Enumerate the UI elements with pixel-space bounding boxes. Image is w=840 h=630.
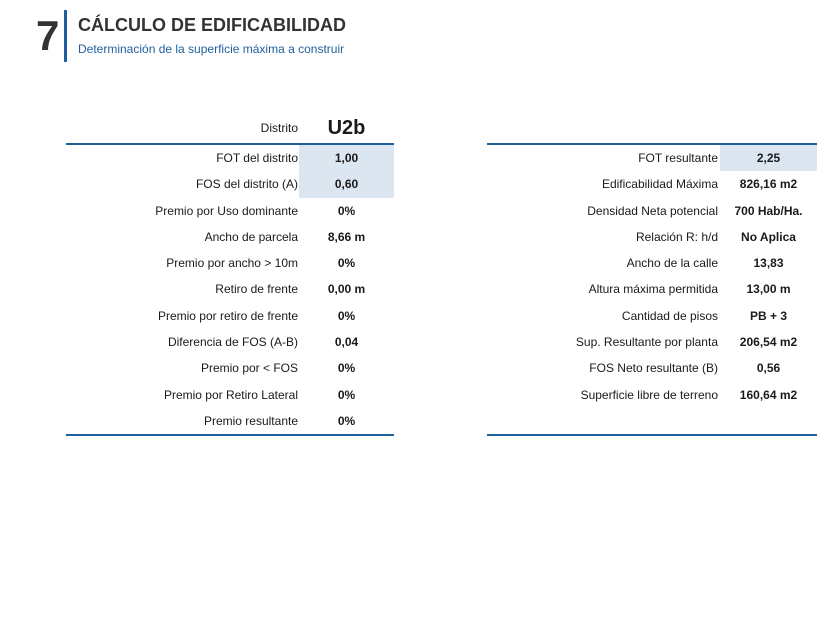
table-row [487,250,817,276]
table-row [66,329,394,355]
row-label: FOT del distrito [216,151,298,165]
table-row [66,408,394,434]
row-label: Ancho de parcela [204,229,298,244]
row-value: 1,00 [299,145,394,171]
table-row [487,198,817,224]
table-row [66,224,394,250]
row-value: 8,66 m [327,229,366,244]
row-label: Cantidad de pisos [621,308,718,323]
table-row [66,198,394,224]
row-value: 0% [337,256,356,271]
row-label: Retiro de frente [215,282,298,297]
row-value: 0,60 [299,171,394,197]
row-label: Altura máxima permitida [588,282,718,297]
row-label: Sup. Resultante por planta [575,335,718,350]
table-row [66,276,394,302]
row-label: Densidad Neta potencial [587,203,718,218]
table-row [66,303,394,329]
row-value: 0% [337,203,356,218]
row-value: 0% [337,308,356,323]
table-row [487,224,817,250]
table-bottom-rule [487,434,817,436]
row-value: PB + 3 [749,308,788,323]
row-label: Premio por < FOS [200,361,298,376]
row-label: Ancho de la calle [626,256,718,271]
row-value: 0% [337,387,356,402]
table-row [487,276,817,302]
results-table [487,115,817,436]
row-label: Relación R: h/d [635,229,718,244]
row-label: Premio por Retiro Lateral [163,387,298,402]
row-label: FOT resultante [638,151,718,165]
row-value: 700 Hab/Ha. [734,203,803,218]
section-number: 7 [36,12,60,59]
row-value: 13,00 m [746,282,791,297]
table-row [487,171,817,197]
row-label: Premio por Uso dominante [155,203,298,218]
district-label: Distrito [260,121,298,135]
table-row [66,250,394,276]
table-row [487,329,817,355]
row-value: 826,16 m2 [739,177,798,192]
row-value: 2,25 [720,145,817,171]
page-subtitle: Determinación de la superficie máxima a construir [78,42,345,56]
row-label: Premio resultante [203,413,298,428]
row-label: Superficie libre de terreno [580,387,718,402]
row-label: FOS Neto resultante (B) [589,361,718,376]
row-value: 13,83 [753,256,784,271]
table-bottom-rule [66,434,394,436]
district-parameters-table [66,115,394,436]
row-value: 0% [337,413,356,428]
table-row [66,382,394,408]
table-row [66,171,394,197]
section-divider [64,10,67,62]
row-label: Edificabilidad Máxima [601,177,718,192]
row-value: No Aplica [741,229,796,244]
row-value: 0,56 [756,361,781,376]
table-row [487,145,817,171]
table-row [487,355,817,381]
page-title: CÁLCULO DE EDIFICABILIDAD [78,15,346,35]
row-label: Premio por retiro de frente [157,308,298,323]
table-row [487,382,817,408]
row-label: FOS del distrito (A) [195,177,298,192]
table-row [66,145,394,171]
row-value: 0% [337,361,356,376]
district-value: U2b [327,117,366,139]
row-value: 0,00 m [327,282,366,297]
row-value: 160,64 m2 [739,387,798,402]
table-row [66,355,394,381]
row-value: 0,04 [334,335,359,350]
row-value: 206,54 m2 [739,335,798,350]
row-label: Premio por ancho > 10m [166,256,298,271]
table-row [487,303,817,329]
district-row [66,115,394,143]
row-label: Diferencia de FOS (A-B) [167,335,298,350]
